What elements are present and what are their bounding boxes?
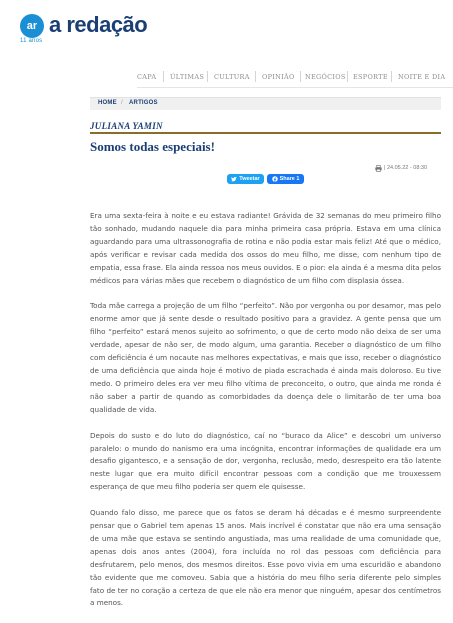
nav-divider [300,71,301,82]
nav-item-opiniao[interactable]: OPINIÃO [262,73,295,81]
nav-item-cultura[interactable]: CULTURA [214,73,250,81]
facebook-icon [272,176,278,182]
article-title: Somos todas especiais! [90,139,215,154]
facebook-share-label: Share 1 [279,176,300,182]
breadcrumb-home[interactable]: HOME [98,100,117,106]
nav-divider [347,71,348,82]
article-body [90,210,441,623]
nav-item-negocios[interactable]: NEGÓCIOS [305,73,346,81]
twitter-bird-icon [231,176,237,182]
breadcrumb-section[interactable]: ARTIGOS [129,100,158,106]
logo-subtitle: 11 anos [20,38,43,44]
breadcrumb-separator: / [121,100,123,106]
site-logo-text[interactable]: a redação [49,12,148,37]
article-date: | 24.05.22 - 08:30 [384,165,428,171]
nav-item-esporte[interactable]: ESPORTE [353,73,388,81]
nav-divider [207,71,208,82]
article-paragraph: Depois do susto e do luto do diagnóstico, caí no “buraco da Alice” e descobri um universo paralelo: o mundo do nanismo era uma incógnita, encontrar informações de qualidade era um desafio gigantesco, e a sensação de dor, vergonha, reclusão, medo, desrespeito era tão latente neste lugar que era muito difícil encontrar pessoas com a condição que me trouxessem esperança de que meu filho poderia ser quem ele quisesse. [90,430,441,492]
nav-divider-line [137,87,453,88]
nav-divider [391,71,392,82]
article-author[interactable]: JULIANA YAMIN [90,121,163,131]
site-header [0,0,453,62]
facebook-share-button[interactable] [267,174,304,184]
author-underline [90,132,441,134]
article-paragraph: Quando falo disso, me parece que os fatos se deram há décadas e é mesmo surpreendente pensar que o Gabriel tem apenas 15 anos. Mais incrível é constatar que não era uma sensação de uma mãe que estava se sentindo angustiada, mas uma realidade de uma comunidade que, apenas dois anos antes (2004), fora incluída no rol das pessoas com deficiência para desfrutarem, pelo menos, dos mesmos direitos. Esse povo vivia em uma escuridão e abandono tão evidente que me comoveu. Sabia que a história do meu filho seria diferente pelo simples fato de ter no coração a certeza de que ele não era menor que ninguém, apesar dos centímetros a menos. [90,508,441,608]
logo-mark[interactable]: ar [20,14,44,38]
breadcrumb [90,97,441,110]
nav-item-noite-e-dia[interactable]: NOITE E DIA [398,73,446,81]
article-paragraph: Toda mãe carrega a projeção de um filho “perfeito”. Não por vergonha ou por desamor, mas pelo enorme amor que já sente desde o resultado positivo para a gravidez. A gente pensa que um filho “perfeito” estará menos sujeito ao sofrimento, o que de certo modo não deixa de ser uma verdade, apesar de não ser, de modo algum, uma garantia. Receber o diagnóstico de um filho com deficiência é um nocaute nas melhores expectativas, e mais que isso, receber o diagnóstico de uma deficiência que ainda hoje é motivo de piada escrachada é ainda mais doloroso. Eu tive medo. O primeiro deles era ver meu filho vítima de preconceito, o outro, que ainda me ronda é não saber a partir de quando as comorbidades da doença dele o limitarão de ter uma boa qualidade de vida. [90,301,441,414]
tweet-button-label: Tweetar [239,176,260,182]
nav-item-ultimas[interactable]: ÚLTIMAS [170,73,205,81]
tweet-button[interactable] [227,174,264,184]
article-paragraph: Era uma sexta-feira à noite e eu estava radiante! Grávida de 32 semanas do meu primeiro filho tão sonhado, mudando naquele dia para minha primeira casa própria. Estava em uma clínica aguardando para uma ultrassonografia de rotina e não podia estar mais feliz! Até que o médico, após verificar e revisar cada medida dos ossos do meu filho, me disse, com nenhum tipo de empatia, essa frase. Ela ainda ressoa nos meus ouvidos. E o pior: ela ainda é a mesma dita pelos médicos para várias mães que recebem o diagnóstico de um filho com displasia óssea. [90,211,441,285]
nav-divider [255,71,256,82]
nav-item-capa[interactable]: CAPA [137,73,157,81]
print-icon[interactable] [375,165,382,172]
nav-divider [163,71,164,82]
